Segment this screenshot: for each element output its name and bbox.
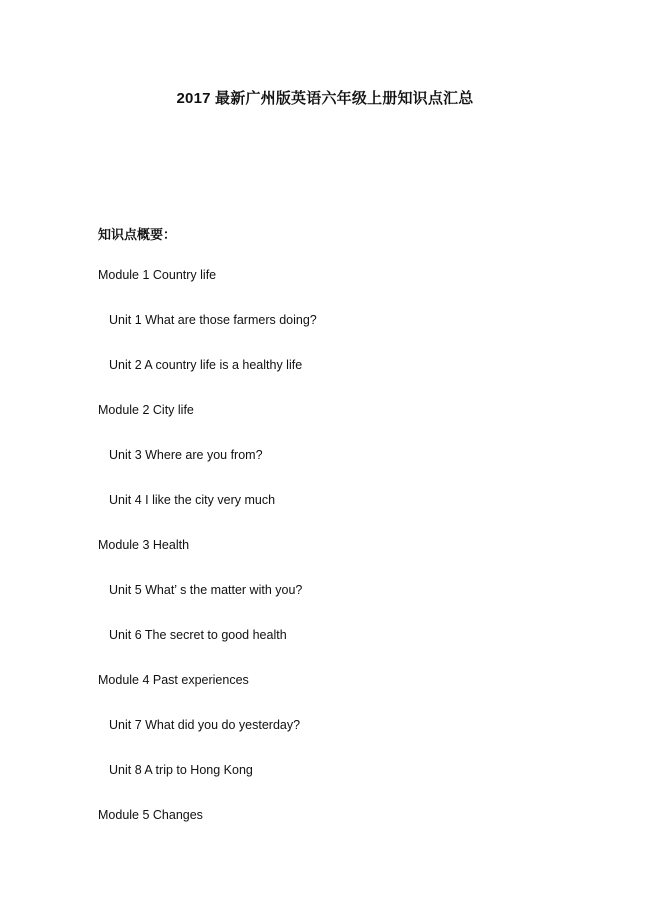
module-1-line: Module 1 Country life <box>98 268 217 282</box>
document-title: 2017 最新广州版英语六年级上册知识点汇总 <box>176 90 474 107</box>
unit-3-line: Unit 3 Where are you from? <box>109 448 263 462</box>
module-4-line: Module 4 Past experiences <box>98 673 249 687</box>
unit-1-line: Unit 1 What are those farmers doing? <box>109 313 317 327</box>
module-2-line: Module 2 City life <box>98 403 194 417</box>
unit-6-line: Unit 6 The secret to good health <box>109 628 287 642</box>
unit-5-line: Unit 5 What’ s the matter with you? <box>109 583 303 597</box>
overview-heading: 知识点概要： <box>98 227 177 242</box>
unit-7-line: Unit 7 What did you do yesterday? <box>109 718 301 732</box>
module-3-line: Module 3 Health <box>98 538 190 552</box>
module-5-line: Module 5 Changes <box>98 808 203 822</box>
unit-2-line: Unit 2 A country life is a healthy life <box>109 358 303 372</box>
unit-4-line: Unit 4 I like the city very much <box>109 493 276 507</box>
unit-8-line: Unit 8 A trip to Hong Kong <box>109 763 253 777</box>
